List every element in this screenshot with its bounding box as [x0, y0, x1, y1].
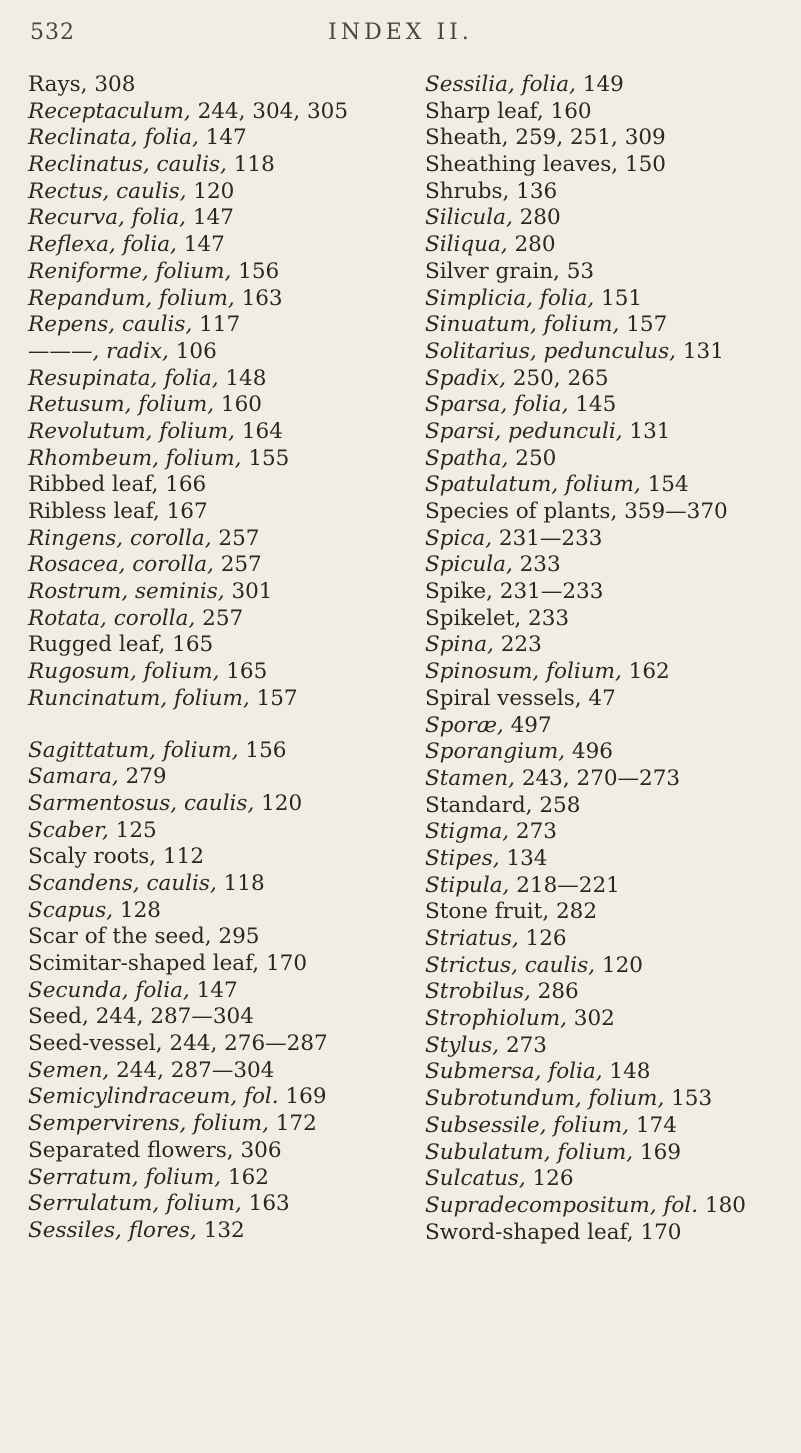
index-pages: 301 — [224, 579, 273, 605]
index-pages: 282 — [549, 899, 598, 925]
index-pages: 244, 304, 305 — [190, 98, 349, 124]
index-pages: 118 — [226, 152, 275, 178]
index-term: Sporæ, — [425, 712, 504, 738]
index-pages: 273 — [509, 819, 557, 845]
index-term: Stamen, — [425, 765, 515, 791]
index-term: Ribless leaf, — [28, 499, 160, 524]
index-term: Stipes, — [425, 845, 500, 871]
index-term: Sparsa, folia, — [425, 392, 569, 418]
index-pages: 117 — [192, 312, 241, 338]
index-entry — [425, 232, 795, 259]
index-entry — [425, 472, 795, 499]
index-entry — [425, 259, 795, 286]
index-entry — [425, 366, 795, 393]
index-entry — [28, 1165, 398, 1192]
index-pages: 496 — [565, 739, 613, 765]
index-pages: 163 — [234, 285, 283, 311]
index-pages: 280 — [512, 205, 561, 231]
index-term: Solitarius, pedunculus, — [425, 338, 677, 364]
index-pages: 157 — [619, 312, 668, 338]
index-entry — [28, 366, 398, 393]
index-term: Samara, — [28, 764, 119, 790]
index-entry — [28, 818, 398, 845]
index-pages: 131 — [622, 418, 671, 444]
index-pages: 273 — [499, 1032, 547, 1058]
index-pages: 233 — [512, 552, 561, 578]
index-pages: 128 — [113, 897, 161, 923]
index-entry — [425, 766, 795, 793]
index-entry — [425, 99, 795, 126]
index-entry — [28, 526, 398, 553]
index-pages: 149 — [575, 72, 624, 97]
index-term: Spikelet, — [425, 605, 522, 631]
index-entry — [425, 1086, 795, 1113]
index-entry — [28, 632, 398, 659]
index-term: Spadix, — [425, 365, 506, 391]
index-term: Strictus, caulis, — [425, 952, 596, 978]
index-entry — [28, 152, 398, 179]
index-pages: 231—233 — [492, 579, 604, 605]
index-pages: 148 — [218, 365, 267, 391]
index-entry — [425, 606, 795, 633]
index-entry — [425, 312, 795, 339]
index-term: Sempervirens, folium, — [28, 1111, 269, 1137]
index-term: Subrotundum, folium, — [425, 1086, 665, 1112]
index-entry — [425, 926, 795, 953]
index-term: Secunda, folia, — [28, 977, 190, 1003]
index-term: Spinosum, folium, — [425, 659, 622, 685]
index-pages: 244, 287—304 — [88, 1004, 254, 1030]
index-pages: 120 — [595, 952, 643, 978]
index-entry — [425, 713, 795, 740]
index-entry — [28, 871, 398, 898]
index-entry — [28, 844, 398, 871]
index-entry — [425, 526, 795, 553]
index-term: Rosacea, corolla, — [28, 552, 214, 578]
index-term: Sinuatum, folium, — [425, 312, 620, 338]
index-term: Reclinata, folia, — [28, 125, 199, 151]
index-entry — [28, 1084, 398, 1111]
index-term: ———, radix, — [28, 338, 169, 364]
index-pages: 166 — [158, 472, 207, 498]
index-pages: 280 — [507, 232, 556, 258]
index-term: Sparsi, pedunculi, — [425, 418, 623, 444]
index-pages: 160 — [543, 98, 592, 124]
index-term: Sheath, — [425, 125, 509, 151]
index-term: Rectus, caulis, — [28, 178, 187, 204]
index-entry — [28, 1191, 398, 1218]
index-entry — [425, 72, 795, 99]
index-entry — [425, 1193, 795, 1220]
index-entry — [28, 764, 398, 791]
index-entry — [28, 179, 398, 206]
index-term: Spike, — [425, 579, 493, 605]
index-entry — [425, 1166, 795, 1193]
index-term: Striatus, — [425, 926, 519, 951]
index-entry — [425, 179, 795, 206]
index-entry — [28, 898, 398, 925]
index-entry — [28, 1004, 398, 1031]
index-term: Scandens, caulis, — [28, 870, 217, 896]
page-header — [0, 0, 801, 60]
index-pages: 169 — [278, 1084, 327, 1110]
index-pages: 295 — [211, 924, 260, 950]
index-pages: 112 — [156, 844, 204, 870]
index-entry — [425, 339, 795, 366]
index-pages: 218—221 — [509, 872, 620, 898]
index-term: Sessilia, folia, — [425, 72, 576, 97]
index-pages: 250 — [508, 445, 557, 471]
index-entry — [425, 1006, 795, 1033]
index-term: Rugged leaf, — [28, 632, 166, 658]
index-pages: 172 — [268, 1111, 317, 1137]
index-pages: 120 — [254, 790, 303, 816]
index-term: Subsessile, folium, — [425, 1112, 630, 1138]
index-pages: 151 — [594, 285, 643, 311]
index-term: Supradecompositum, fol. — [425, 1192, 699, 1218]
index-entry — [425, 953, 795, 980]
index-pages: 306 — [233, 1137, 282, 1163]
index-term: Shrubs, — [425, 178, 510, 204]
index-term: Resupinata, folia, — [28, 365, 219, 391]
index-pages: 160 — [214, 392, 262, 418]
index-term: Species of plants, — [425, 499, 618, 524]
index-pages: 170 — [633, 1219, 682, 1245]
index-term: Submersa, folia, — [425, 1059, 603, 1085]
index-pages: 106 — [168, 338, 217, 364]
index-pages: 53 — [559, 258, 595, 284]
index-pages: 169 — [633, 1139, 682, 1165]
index-entry — [425, 392, 795, 419]
index-entry — [425, 552, 795, 579]
index-entry — [425, 125, 795, 152]
index-term: Stipula, — [425, 872, 510, 898]
index-pages: 165 — [219, 659, 268, 685]
index-pages: 497 — [503, 712, 552, 738]
index-pages: 153 — [664, 1086, 713, 1112]
index-entry — [425, 632, 795, 659]
index-pages: 259, 251, 309 — [508, 125, 666, 151]
index-term: Rays, — [28, 72, 88, 97]
index-pages: 257 — [213, 552, 262, 578]
index-term: Repens, caulis, — [28, 312, 193, 338]
index-term: Reflexa, folia, — [28, 232, 177, 258]
running-head: INDEX II. — [328, 20, 473, 45]
index-pages: 286 — [530, 979, 579, 1005]
index-entry — [425, 846, 795, 873]
index-term: Reniforme, folium, — [28, 258, 232, 284]
index-entry — [28, 606, 398, 633]
index-term: Revolutum, folium, — [28, 418, 235, 444]
index-pages: 156 — [238, 737, 287, 763]
index-entry — [28, 419, 398, 446]
index-pages: 147 — [189, 977, 238, 1003]
index-term: Rotata, corolla, — [28, 605, 196, 631]
index-entry — [28, 1058, 398, 1085]
index-pages: 134 — [499, 845, 548, 871]
index-entry — [28, 659, 398, 686]
index-term: Spicula, — [425, 552, 513, 578]
index-pages: 170 — [259, 951, 308, 976]
index-term: Stone fruit, — [425, 899, 550, 925]
index-term: Standard, — [425, 792, 533, 818]
index-entry — [425, 446, 795, 473]
index-entry — [28, 1138, 398, 1165]
index-entry — [28, 472, 398, 499]
index-term: Spica, — [425, 525, 493, 551]
index-pages: 257 — [211, 525, 260, 551]
index-term: Reclinatus, caulis, — [28, 152, 227, 178]
index-entry — [28, 205, 398, 232]
index-entry — [425, 819, 795, 846]
index-entry — [28, 99, 398, 126]
index-term: Silicula, — [425, 205, 513, 231]
index-term: Semicylindraceum, fol. — [28, 1084, 279, 1110]
index-entry — [28, 951, 398, 978]
index-term: Spina, — [425, 632, 494, 658]
index-term: Scimitar-shaped leaf, — [28, 951, 260, 976]
index-term: Sagittatum, folium, — [28, 737, 239, 763]
index-pages: 136 — [509, 178, 558, 204]
index-entry — [425, 659, 795, 686]
index-entry — [28, 1031, 398, 1058]
index-entry — [425, 286, 795, 313]
index-pages: 163 — [241, 1191, 290, 1217]
index-term: Rugosum, folium, — [28, 659, 220, 685]
index-entry — [425, 579, 795, 606]
index-term: Scar of the seed, — [28, 924, 212, 950]
index-pages: 118 — [216, 870, 265, 896]
index-term: Ringens, corolla, — [28, 525, 212, 551]
index-term: Ribbed leaf, — [28, 472, 159, 498]
index-pages: 258 — [532, 792, 581, 818]
index-term: Strobilus, — [425, 979, 531, 1005]
index-pages: 154 — [640, 472, 689, 498]
index-term: Retusum, folium, — [28, 392, 215, 418]
index-pages: 126 — [518, 926, 567, 951]
index-entry — [28, 1111, 398, 1138]
index-term: Sarmentosus, caulis, — [28, 790, 255, 816]
index-pages: 47 — [581, 685, 616, 711]
index-entry — [28, 686, 398, 713]
index-pages: 233 — [521, 605, 570, 631]
index-pages: 244, 276—287 — [162, 1031, 328, 1057]
index-term: Siliqua, — [425, 232, 508, 258]
index-pages: 148 — [602, 1059, 651, 1085]
index-term: Repandum, folium, — [28, 285, 235, 311]
index-pages: 302 — [566, 1006, 615, 1032]
index-term: Sessiles, flores, — [28, 1217, 197, 1243]
page-number: 532 — [30, 20, 75, 45]
index-term: Scaly roots, — [28, 844, 157, 870]
index-term: Spiral vessels, — [425, 685, 582, 711]
index-term: Serrulatum, folium, — [28, 1191, 242, 1217]
index-pages: 359—370 — [617, 499, 728, 524]
index-entry — [425, 1113, 795, 1140]
index-entry — [425, 152, 795, 179]
index-entry — [425, 979, 795, 1006]
index-term: Sharp leaf, — [425, 98, 544, 124]
index-pages: 131 — [676, 338, 724, 364]
index-entry — [425, 1140, 795, 1167]
index-entry — [425, 1220, 795, 1247]
index-entry — [28, 1218, 398, 1245]
index-entry — [28, 125, 398, 152]
index-term: Stylus, — [425, 1032, 500, 1058]
index-pages: 257 — [195, 605, 244, 631]
index-pages: 162 — [621, 659, 670, 685]
index-term: Recurva, folia, — [28, 205, 187, 231]
index-term: Simplicia, folia, — [425, 285, 595, 311]
index-entry — [425, 739, 795, 766]
index-term: Seed-vessel, — [28, 1031, 163, 1057]
index-term: Strophiolum, — [425, 1006, 567, 1032]
index-pages: 223 — [493, 632, 542, 658]
index-pages: 147 — [198, 125, 247, 151]
index-term: Subulatum, folium, — [425, 1139, 634, 1165]
index-entry — [425, 793, 795, 820]
index-term: Rostrum, seminis, — [28, 579, 225, 605]
index-term: Sporangium, — [425, 739, 566, 765]
index-entry — [28, 552, 398, 579]
index-term: Separated flowers, — [28, 1137, 234, 1163]
index-term: Sword-shaped leaf, — [425, 1219, 634, 1245]
index-pages: 243, 270—273 — [514, 765, 681, 791]
index-term: Sulcatus, — [425, 1166, 526, 1192]
index-pages: 250, 265 — [505, 365, 609, 391]
index-pages: 279 — [118, 764, 167, 790]
index-entry — [28, 259, 398, 286]
index-pages: 231—233 — [492, 525, 603, 551]
index-pages: 155 — [241, 445, 290, 471]
index-pages: 145 — [568, 392, 617, 418]
index-pages: 164 — [235, 418, 283, 444]
index-term: Spatulatum, folium, — [425, 472, 641, 498]
index-pages: 162 — [221, 1164, 269, 1190]
index-entry — [28, 339, 398, 366]
index-entry — [28, 738, 398, 765]
index-entry — [425, 1033, 795, 1060]
index-term: Receptaculum, — [28, 98, 191, 124]
index-pages: 165 — [165, 632, 214, 658]
index-entry — [28, 499, 398, 526]
index-entry — [28, 392, 398, 419]
index-column-right — [425, 72, 795, 1246]
index-entry — [28, 446, 398, 473]
index-entry — [425, 899, 795, 926]
index-entry — [425, 419, 795, 446]
index-pages: 167 — [159, 499, 208, 524]
index-entry — [425, 686, 795, 713]
index-term: Seed, — [28, 1004, 89, 1030]
index-pages: 174 — [629, 1112, 677, 1138]
index-pages: 180 — [698, 1192, 746, 1218]
index-term: Sheathing leaves, — [425, 152, 619, 178]
index-term: Scaber, — [28, 817, 109, 843]
index-entry — [425, 205, 795, 232]
index-term: Serratum, folium, — [28, 1164, 222, 1190]
index-entry — [425, 499, 795, 526]
index-entry — [425, 873, 795, 900]
index-entry — [425, 1059, 795, 1086]
index-term: Spatha, — [425, 445, 509, 471]
index-pages: 147 — [186, 205, 234, 231]
index-entry — [28, 579, 398, 606]
index-pages: 132 — [196, 1217, 245, 1243]
index-pages: 120 — [186, 178, 235, 204]
index-entry — [28, 312, 398, 339]
index-entry — [28, 72, 398, 99]
index-entry — [28, 286, 398, 313]
index-column-left — [28, 72, 398, 1245]
index-pages: 150 — [618, 152, 666, 178]
index-term: Stigma, — [425, 819, 510, 845]
index-pages: 157 — [249, 685, 298, 711]
index-term: Semen, — [28, 1057, 110, 1083]
index-pages: 244, 287—304 — [109, 1057, 275, 1083]
index-entry — [28, 924, 398, 951]
index-pages: 147 — [176, 232, 225, 258]
index-term: Scapus, — [28, 897, 114, 923]
index-entry — [28, 791, 398, 818]
index-term: Runcinatum, folium, — [28, 685, 250, 711]
index-term: Rhombeum, folium, — [28, 445, 242, 471]
index-entry — [28, 978, 398, 1005]
index-pages: 156 — [231, 258, 280, 284]
index-term: Silver grain, — [425, 258, 560, 284]
index-pages: 125 — [108, 817, 157, 843]
index-pages: 126 — [525, 1166, 574, 1192]
index-entry — [28, 232, 398, 259]
index-pages: 308 — [87, 72, 136, 97]
